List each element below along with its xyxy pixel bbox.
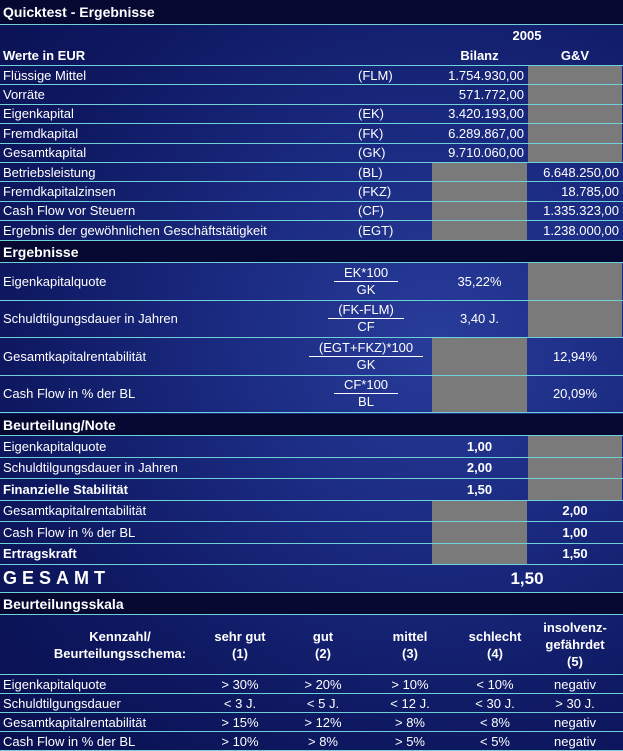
scale-column-header-line: (3)	[402, 645, 418, 661]
result-label: Cash Flow in % der BL	[3, 386, 136, 402]
formula-denominator: BL	[358, 394, 374, 410]
value-label: Flüssige Mittel	[3, 67, 87, 83]
scale-cell: > 30 J.	[555, 695, 595, 711]
result-formula	[305, 301, 427, 338]
scale-cell: > 12%	[304, 714, 342, 730]
value-abbreviation: (CF)	[358, 203, 384, 219]
scale-row-label: Schuldtilgungsdauer	[3, 695, 121, 711]
scale-columns-row	[0, 615, 623, 675]
title-bar	[0, 0, 623, 25]
value-row	[0, 163, 623, 182]
scale-row-label: Cash Flow in % der BL	[3, 733, 136, 749]
scale-cell: > 10%	[221, 733, 259, 749]
year-row	[0, 25, 623, 45]
rating-header-bar	[0, 414, 623, 436]
guv-value: 6.648.250,00	[543, 164, 619, 180]
scale-row-label: Eigenkapitalquote	[3, 676, 107, 692]
value-row	[0, 66, 623, 85]
guv-grade: 2,00	[562, 503, 588, 519]
scale-cell: < 5 J.	[306, 695, 340, 711]
scale-cell: > 8%	[395, 714, 425, 730]
scale-cell: > 10%	[391, 676, 429, 692]
scale-column-header-line: Beurteilungsschema:	[53, 645, 187, 661]
scale-column-header	[528, 615, 622, 674]
guv-value	[528, 263, 622, 300]
result-formula	[305, 263, 427, 300]
value-label: Fremdkapital	[3, 125, 79, 141]
bilanz-grade: 1,50	[466, 481, 493, 497]
bilanz-grade: 2,00	[466, 460, 493, 476]
guv-value: 20,09%	[552, 386, 598, 402]
total-value: 1,50	[510, 568, 544, 588]
scale-cell: < 30 J.	[475, 695, 515, 711]
bilanz-value	[432, 338, 527, 375]
results-row	[0, 263, 623, 301]
scale-row	[0, 675, 623, 694]
results-header-bar	[0, 241, 623, 263]
guv-value	[528, 66, 622, 84]
bilanz-header: Bilanz	[460, 47, 499, 63]
total-row	[0, 565, 623, 593]
scale-row	[0, 694, 623, 713]
scale-row	[0, 732, 623, 751]
value-row	[0, 221, 623, 240]
value-row	[0, 124, 623, 143]
scale-column-header	[365, 615, 455, 674]
scale-cell: > 8%	[308, 733, 338, 749]
formula-denominator: GK	[356, 356, 376, 372]
scale-column-header-line: insolvenz-	[543, 620, 607, 635]
year-label: 2005	[512, 27, 542, 43]
bilanz-value	[432, 163, 527, 181]
guv-value: 18.785,00	[561, 184, 619, 200]
value-abbreviation: (GK)	[358, 145, 386, 161]
result-label: Schuldtilgungsdauer in Jahren	[3, 311, 178, 327]
value-abbreviation: (FLM)	[358, 67, 393, 83]
bilanz-grade	[432, 544, 527, 565]
guv-value	[528, 144, 622, 162]
results-row	[0, 376, 623, 414]
scale-row	[0, 713, 623, 732]
bilanz-value: 9.710.060,00	[448, 145, 524, 161]
results-header: Ergebnisse	[3, 243, 79, 260]
formula-numerator: (EGT+FKZ)*100	[309, 341, 423, 357]
scale-column-header-line: mittel	[392, 628, 428, 644]
value-row	[0, 144, 623, 163]
rating-header: Beurteilung/Note	[3, 416, 116, 433]
formula-numerator: (FK-FLM)	[328, 303, 404, 319]
scale-column-header-line: (4)	[487, 645, 503, 661]
rating-label: Ertragskraft	[3, 546, 77, 562]
bilanz-value: 35,22%	[457, 273, 502, 289]
rating-label: Finanzielle Stabilität	[3, 481, 128, 497]
rating-row	[0, 479, 623, 501]
results-row	[0, 338, 623, 376]
scale-cell: < 5%	[480, 733, 510, 749]
scale-column-header	[283, 615, 363, 674]
scale-column-header-line: (2)	[315, 645, 331, 661]
guv-grade	[528, 436, 622, 457]
guv-header: G&V	[560, 47, 590, 63]
value-row	[0, 202, 623, 221]
rating-row	[0, 458, 623, 480]
guv-grade	[528, 458, 622, 479]
bilanz-value: 571.772,00	[458, 87, 524, 103]
scale-cell: negativ	[554, 676, 596, 692]
guv-grade	[528, 479, 622, 500]
value-abbreviation: (EGT)	[358, 222, 394, 238]
bilanz-grade	[432, 522, 527, 543]
scale-cell: < 8%	[480, 714, 510, 730]
guv-value: 1.335.323,00	[543, 203, 619, 219]
value-label: Betriebsleistung	[3, 164, 96, 180]
result-formula	[305, 376, 427, 413]
scale-column-header-line: schlecht	[468, 628, 522, 644]
value-label: Cash Flow vor Steuern	[3, 203, 136, 219]
scale-cell: < 10%	[476, 676, 514, 692]
value-label: Fremdkapitalzinsen	[3, 184, 116, 200]
scale-cell: negativ	[554, 733, 596, 749]
bilanz-value	[432, 182, 527, 200]
scale-cell: > 20%	[304, 676, 342, 692]
result-label: Gesamtkapitalrentabilität	[3, 348, 147, 364]
guv-grade: 1,50	[562, 546, 588, 562]
guv-value	[528, 124, 622, 142]
page-title: Quicktest - Ergebnisse	[3, 4, 155, 20]
rating-label: Gesamtkapitalrentabilität	[3, 503, 147, 519]
formula-denominator: GK	[356, 281, 376, 297]
values-label: Werte in EUR	[3, 47, 86, 63]
value-abbreviation: (FKZ)	[358, 184, 392, 200]
scale-column-header-line: sehr gut	[214, 628, 266, 644]
value-abbreviation: (EK)	[358, 106, 384, 122]
values-header-row	[0, 45, 623, 66]
bilanz-value: 3,40 J.	[459, 311, 500, 327]
rating-label: Eigenkapitalquote	[3, 438, 107, 454]
bilanz-value: 1.754.930,00	[448, 67, 524, 83]
formula-numerator: EK*100	[334, 266, 398, 282]
bilanz-value	[432, 221, 527, 239]
rating-row	[0, 544, 623, 566]
value-label: Vorräte	[3, 87, 45, 103]
scale-cell: < 3 J.	[223, 695, 257, 711]
scale-column-header	[195, 615, 285, 674]
bilanz-value	[432, 202, 527, 220]
formula-denominator: CF	[357, 319, 375, 335]
result-label: Eigenkapitalquote	[3, 273, 107, 289]
scale-row-label: Gesamtkapitalrentabilität	[3, 714, 147, 730]
value-label: Gesamtkapital	[3, 145, 87, 161]
formula-numerator: CF*100	[334, 378, 398, 394]
bilanz-value: 6.289.867,00	[448, 125, 524, 141]
value-row	[0, 182, 623, 201]
guv-value: 1.238.000,00	[543, 222, 619, 238]
rating-row	[0, 501, 623, 523]
result-formula	[305, 338, 427, 375]
value-abbreviation	[355, 85, 430, 103]
scale-cell: negativ	[554, 714, 596, 730]
scale-column-header-line: (5)	[567, 654, 583, 669]
bilanz-grade	[432, 501, 527, 522]
scale-header: Beurteilungsskala	[3, 595, 124, 612]
bilanz-grade: 1,00	[466, 438, 493, 454]
scale-cell: > 5%	[395, 733, 425, 749]
rating-row	[0, 522, 623, 544]
scale-column-header-line: gefährdet	[545, 637, 605, 652]
value-abbreviation: (BL)	[358, 164, 383, 180]
scale-cell: > 15%	[221, 714, 259, 730]
rating-label: Schuldtilgungsdauer in Jahren	[3, 460, 178, 476]
value-label: Ergebnis der gewöhnlichen Geschäftstätigkeit	[3, 222, 267, 238]
value-abbreviation: (FK)	[358, 125, 384, 141]
scale-cell: > 30%	[221, 676, 259, 692]
guv-value	[528, 301, 622, 338]
rating-label: Cash Flow in % der BL	[3, 524, 136, 540]
guv-value: 12,94%	[552, 348, 598, 364]
value-row	[0, 105, 623, 124]
results-row	[0, 301, 623, 339]
guv-value	[528, 85, 622, 103]
bilanz-value: 3.420.193,00	[448, 106, 524, 122]
value-row	[0, 85, 623, 104]
bilanz-value	[432, 376, 527, 413]
scale-cell: < 12 J.	[390, 695, 430, 711]
rating-row	[0, 436, 623, 458]
guv-value	[528, 105, 622, 123]
value-label: Eigenkapital	[3, 106, 74, 122]
scale-column-header-line: gut	[312, 628, 334, 644]
scale-column-header-line: (1)	[232, 645, 248, 661]
scale-header-bar	[0, 593, 623, 615]
scale-column-header-line: Kennzahl/	[89, 628, 151, 644]
guv-grade: 1,00	[562, 524, 588, 540]
total-label: GESAMT	[3, 568, 111, 588]
